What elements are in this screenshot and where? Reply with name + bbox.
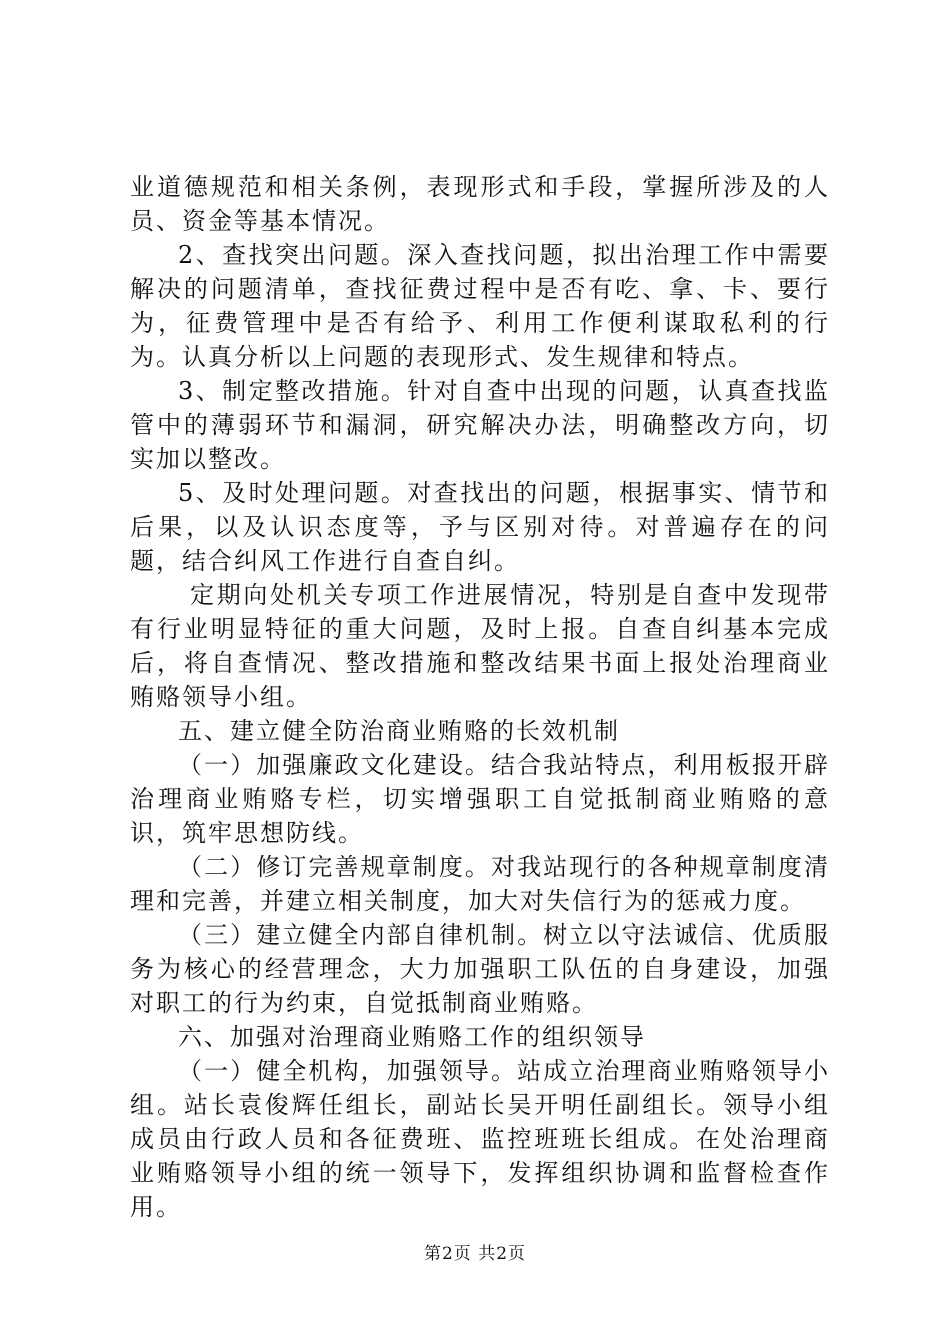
page-footer: 第2页 共2页 (423, 1244, 527, 1264)
paragraph-continuation: 业道德规范和相关条例，表现形式和手段，掌握所涉及的人员、资金等基本情况。 (130, 173, 830, 235)
section-heading-6: 六、加强对治理商业贿赂工作的组织领导 (178, 1023, 646, 1051)
paragraph-handle-problems: 5、及时处理问题。对查找出的问题，根据事实、情节和后果，以及认识态度等，予与区别对待。对普遍存在的问题，结合纠风工作进行自查自纠。 (130, 479, 830, 575)
paragraph-culture: （一）加强廉政文化建设。结合我站特点，利用板报开辟治理商业贿赂专栏，切实增强职工自觉抵制商业贿赂的意识，筑牢思想防线。 (130, 751, 830, 847)
paragraph-report: 定期向处机关专项工作进展情况，特别是自查中发现带有行业明显特征的重大问题，及时上报。自查自纠基本完成后，将自查情况、整改措施和整改结果书面上报处治理商业贿赂领导小组。 (130, 581, 830, 711)
paragraph-self-discipline: （三）建立健全内部自律机制。树立以守法诚信、优质服务为核心的经营理念，大力加强职工队伍的自身建设，加强对职工的行为约束，自觉抵制商业贿赂。 (130, 921, 830, 1017)
paragraph-find-problems: 2、查找突出问题。深入查找问题，拟出治理工作中需要解决的问题清单，查找征费过程中是否有吃、拿、卡、要行为，征费管理中是否有给予、利用工作便利谋取私利的行为。认真分析以上问题的表现形式、发生规律和特点。 (130, 241, 830, 371)
paragraph-rules: （二）修订完善规章制度。对我站现行的各种规章制度清理和完善，并建立相关制度，加大对失信行为的惩戒力度。 (130, 853, 830, 915)
document-body (130, 170, 830, 1224)
section-heading-5: 五、建立健全防治商业贿赂的长效机制 (178, 717, 620, 745)
paragraph-leadership: （一）健全机构，加强领导。站成立治理商业贿赂领导小组。站长袁俊辉任组长，副站长吴开明任副组长。领导小组成员由行政人员和各征费班、监控班班长组成。在处治理商业贿赂领导小组的统一领导下，发挥组织协调和监督检查作用。 (130, 1057, 830, 1221)
paragraph-rectification: 3、制定整改措施。针对自查中出现的问题，认真查找监管中的薄弱环节和漏洞，研究解决办法，明确整改方向，切实加以整改。 (130, 377, 830, 473)
